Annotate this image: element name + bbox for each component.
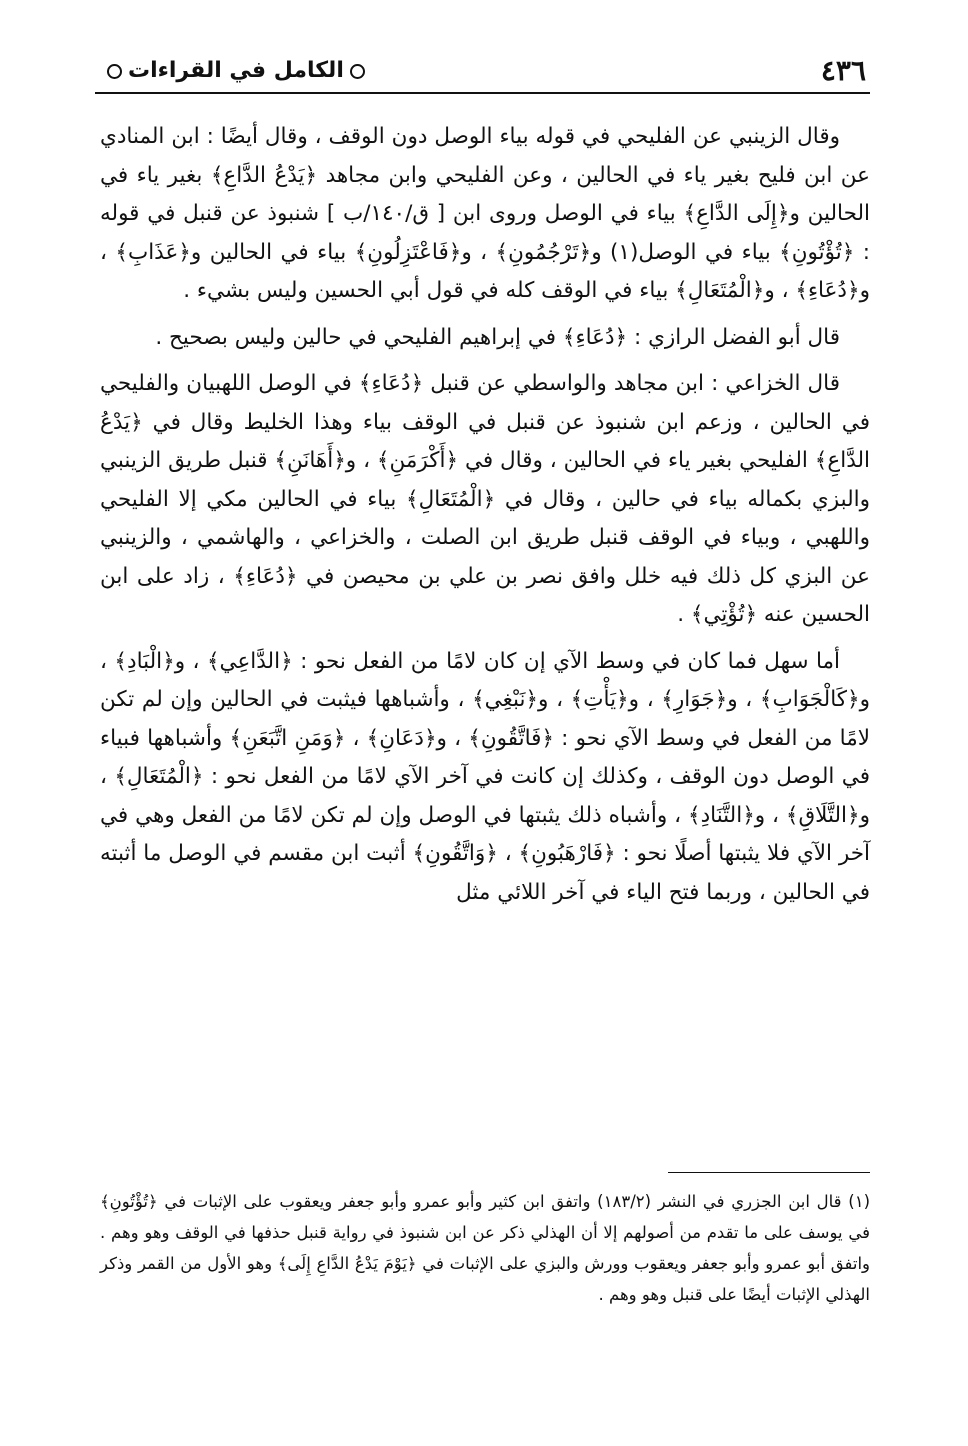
page-header <box>95 48 870 94</box>
header-rule <box>95 92 870 94</box>
circle-ornament-icon <box>350 64 365 79</box>
paragraph: قال الخزاعي : ابن مجاهد والواسطي عن قنبل ﴿دُعَاءِ﴾ في الوصل اللهبيان والفليحي في الحالين ، وزعم ابن شنبوذ عن قنبل في الوقف بياء وهذا الخليط وقال في ﴿يَدْعُ الدَّاعِ﴾ الفليحي بغير ياء في الحالين ، وقال في ﴿أَكْرَمَنِ﴾ ، و﴿أَهَانَنِ﴾ قنبل طريق الزينبي والبزي بكماله بياء في حالين ، وقال في ﴿الْمُتَعَالِ﴾ بياء في الحالين مكي إلا الفليحي واللهبي ، وبياء في الوقف قنبل طريق ابن الصلت ، والخزاعي ، والهاشمي ، والزينبي عن البزي كل ذلك فيه خلل وافق نصر بن علي بن محيصن في ﴿دُعَاءِ﴾ ، زاد على ابن الحسين عنه ﴿تُؤْتِي﴾ . <box>100 371 870 627</box>
footnote-separator <box>668 1172 870 1173</box>
paragraph: وقال الزينبي عن الفليحي في قوله بياء الوصل دون الوقف ، وقال أيضًا : ابن المنادي عن ابن فليح بغير ياء في الحالين ، وعن الفليحي وابن مجاهد ﴿يَدْعُ الدَّاعِ﴾ بغير ياء في الحالين و﴿إِلَى الدَّاعِ﴾ بياء في الوصل وروى ابن [ ق/١٤٠/ب ] شنبوذ عن قنبل في قوله : ﴿تُؤْتُونِ﴾ بياء في الوصل(١) و﴿تَرْجُمُونِ﴾ ، و﴿فَاعْتَزِلُونِ﴾ بياء في الحالين و﴿عَذَابِ﴾ ، و﴿دُعَاءِ﴾ ، و﴿الْمُتَعَالِ﴾ بياء في الوقف كله في قول أبي الحسين وليس بشيء . <box>100 124 870 303</box>
footnotes <box>100 1186 870 1310</box>
page-number: ٤٣٦ <box>820 54 866 87</box>
paragraph: أما سهل فما كان في وسط الآي إن كان لامًا من الفعل نحو : ﴿الدَّاعِي﴾ ، و﴿الْبَادِ﴾ ، و﴿كَالْجَوَابِ﴾ ، و﴿جَوَارِ﴾ ، و﴿يَأْتِ﴾ ، و﴿نَبْغِي﴾ ، وأشباهها فيثبت في الحالين وإن لم تكن لامًا من الفعل في وسط الآي نحو : ﴿فَاتَّقُونِ﴾ ، و﴿دَعَانِ﴾ ، ﴿وَمَنِ اتَّبَعَنِ﴾ وأشباهها فبياء في الوصل دون الوقف ، وكذلك إن كانت في آخر الآي لامًا من الفعل نحو : ﴿الْمُتَعَالِ﴾ ، و﴿التَّلَاقِ﴾ ، و﴿التَّنَادِ﴾ ، وأشباه ذلك يثبتها في الوصل وإن لم تكن لامًا من الفعل وهي في آخر الآي فلا يثبتها أصلًا نحو : ﴿فَارْهَبُونِ﴾ ، ﴿وَاتَّقُونِ﴾ أثبت ابن مقسم في الوصل ما أثبته في الحالين ، وربما فتح الياء في آخر اللائي مثل <box>100 648 870 905</box>
footnote: (١) قال ابن الجزري في النشر (١٨٣/٢) واتفق ابن كثير وأبو عمرو وأبو جعفر ويعقوب على الإثبات في ﴿تُؤْتُونِ﴾ في يوسف على ما تقدم من أصولهم إلا أن الهذلي ذكر عن ابن شنبوذ في رواية قنبل حذفها في الوقف وهو وهم . واتفق أبو عمرو وأبو جعفر ويعقوب وورش والبزي على الإثبات في ﴿يَوْمَ يَدْعُ الدَّاعِ إِلَى﴾ وهو الأول من القمر وذكر الهذلي الإثبات أيضًا على قنبل وهو وهم . <box>100 1192 870 1304</box>
running-title-block <box>101 58 371 83</box>
paragraph: قال أبو الفضل الرازي : ﴿دُعَاءِ﴾ في إبراهيم الفليحي في حالين وليس بصحيح . <box>155 324 840 350</box>
running-title: الكامل في القراءات <box>128 58 344 83</box>
circle-ornament-icon <box>107 64 122 79</box>
main-text <box>100 118 870 920</box>
